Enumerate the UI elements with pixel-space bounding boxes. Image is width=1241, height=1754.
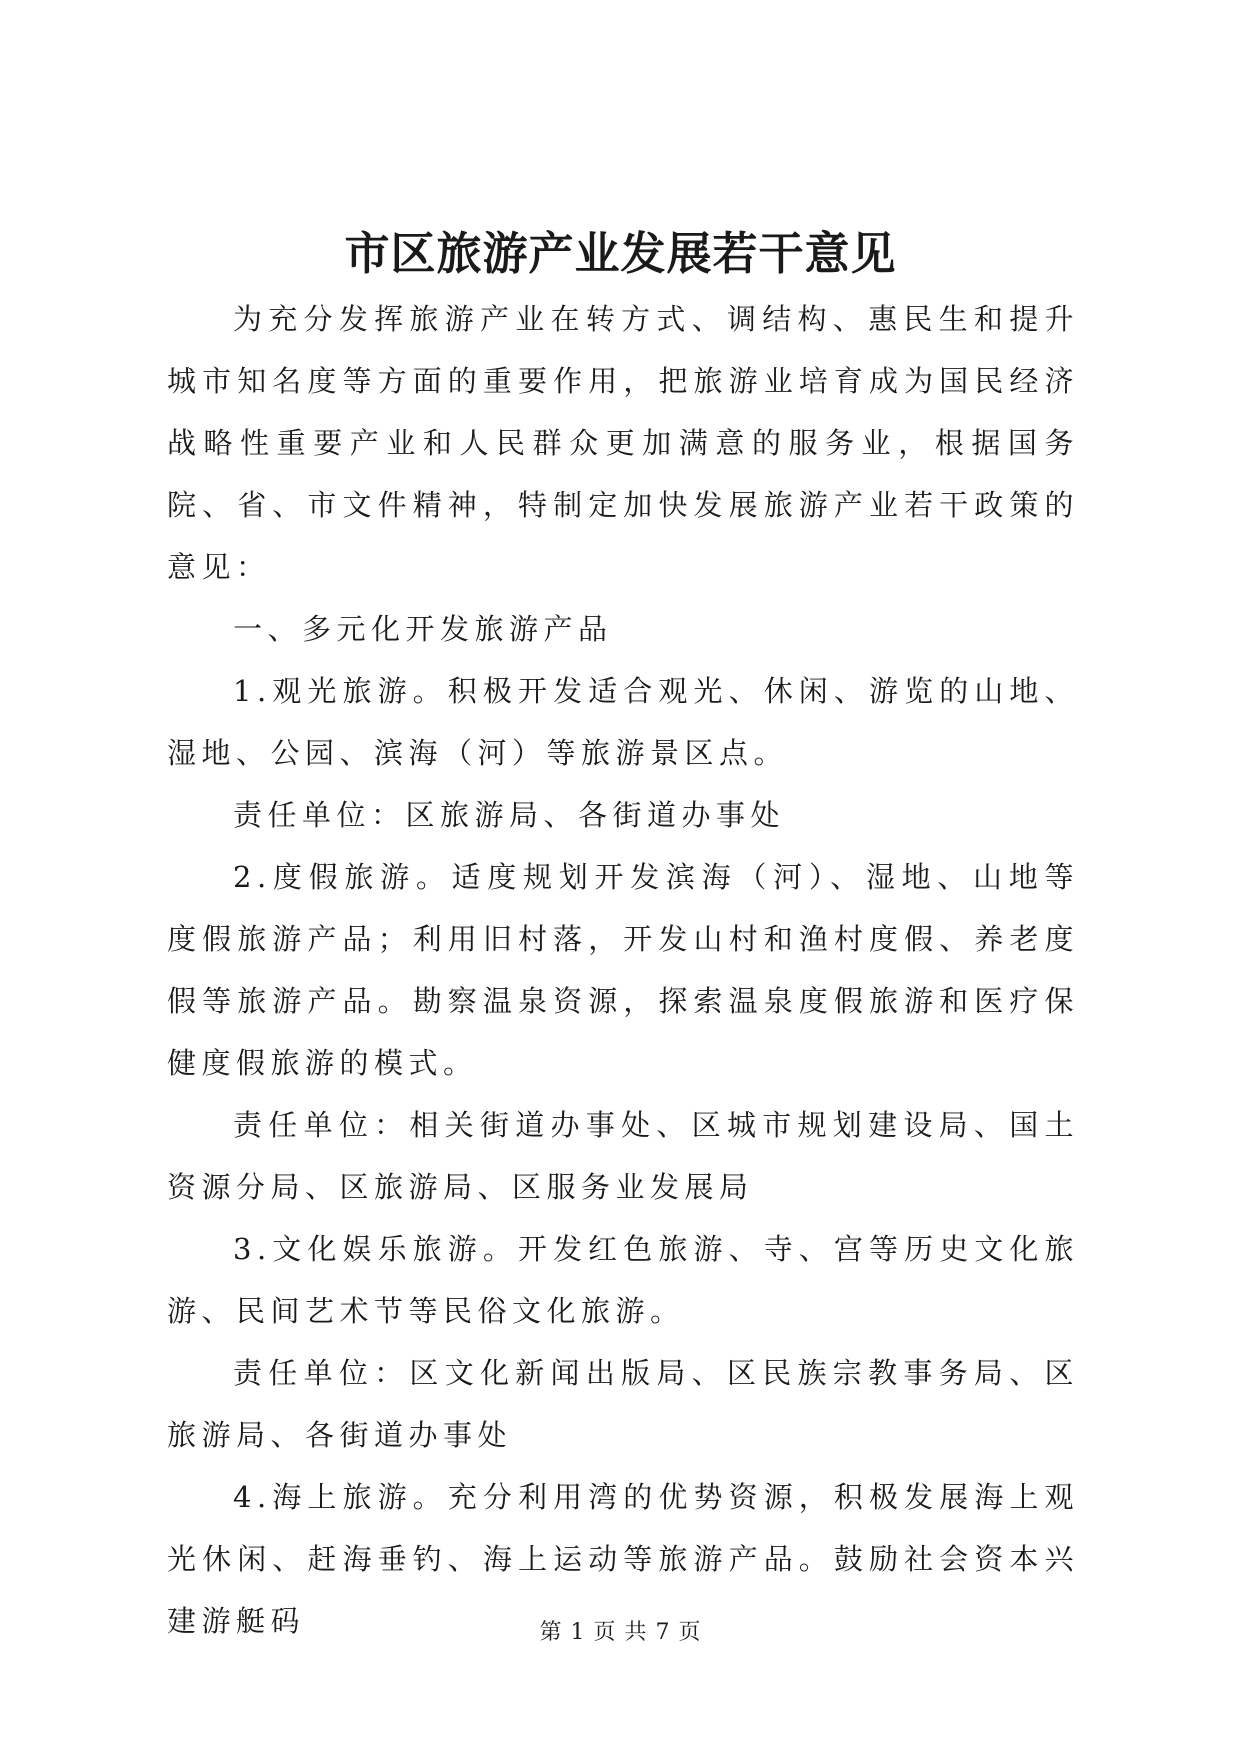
paragraph-item-4: 4.海上旅游。充分利用湾的优势资源，积极发展海上观光休闲、赶海垂钓、海上运动等旅游产品。鼓励社会资本兴建游艇码 <box>167 1480 1079 1638</box>
paragraph-item-3: 3.文化娱乐旅游。开发红色旅游、寺、宫等历史文化旅游、民间艺术节等民俗文化旅游。 <box>167 1232 1079 1328</box>
paragraph-item-1: 1.观光旅游。积极开发适合观光、休闲、游览的山地、湿地、公园、滨海（河）等旅游景区点。 <box>167 674 1079 770</box>
responsible-unit-3: 责任单位：区文化新闻出版局、区民族宗教事务局、区旅游局、各街道办事处 <box>167 1356 1079 1452</box>
document-title: 市区旅游产业发展若干意见 <box>344 227 897 280</box>
responsible-unit-2: 责任单位：相关街道办事处、区城市规划建设局、国土资源分局、区旅游局、区服务业发展局 <box>167 1108 1079 1204</box>
section-heading: 一、多元化开发旅游产品 <box>233 612 613 646</box>
paragraph-intro: 为充分发挥旅游产业在转方式、调结构、惠民生和提升城市知名度等方面的重要作用，把旅游业培育成为国民经济战略性重要产业和人民群众更加满意的服务业，根据国务院、省、市文件精神，特制定加快发展旅游产业若干政策的意见： <box>167 302 1079 584</box>
document-body <box>167 288 1079 1652</box>
paragraph-item-2: 2.度假旅游。适度规划开发滨海（河）、湿地、山地等度假旅游产品；利用旧村落，开发山村和渔村度假、养老度假等旅游产品。勘察温泉资源，探索温泉度假旅游和医疗保健度假旅游的模式。 <box>167 860 1079 1080</box>
page-footer: 第 1 页 共 7 页 <box>539 1620 702 1645</box>
responsible-unit-1: 责任单位：区旅游局、各街道办事处 <box>233 798 786 832</box>
